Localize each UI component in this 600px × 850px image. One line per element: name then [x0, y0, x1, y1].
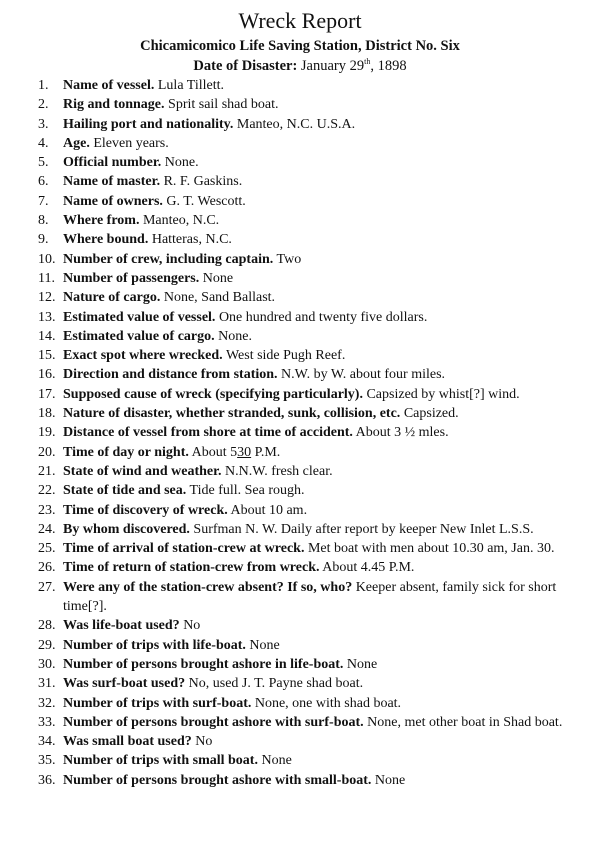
item-number: 1. [38, 78, 49, 93]
report-item [38, 520, 578, 539]
item-question: By whom discovered. [63, 521, 190, 537]
item-number: 20. [38, 444, 56, 460]
report-item [38, 481, 578, 500]
report-item [38, 694, 578, 713]
report-item [38, 76, 578, 95]
item-answer: Surfman N. W. Daily after report by keeper New Inlet L.S.S. [193, 521, 534, 537]
item-question: Estimated value of cargo. [63, 328, 215, 344]
report-item [38, 172, 578, 191]
item-question: Time of discovery of wreck. [63, 502, 228, 518]
item-answer: No [195, 734, 213, 750]
report-item [38, 751, 578, 770]
item-answer: Eleven years. [93, 135, 169, 151]
item-number: 4. [38, 135, 49, 151]
date-suffix: th [364, 57, 371, 66]
item-number: 33. [38, 714, 56, 730]
item-answer: About 4.45 P.M. [322, 560, 415, 576]
item-answer: About 10 am. [230, 502, 308, 518]
item-question: Was small boat used? [63, 734, 192, 750]
item-answer: None, Sand Ballast. [163, 290, 276, 306]
report-item [38, 501, 578, 520]
item-answer: No [183, 618, 201, 634]
report-item [38, 578, 578, 617]
item-number: 31. [38, 676, 56, 692]
date-label: Date of Disaster: [193, 58, 298, 74]
item-answer: Manteo, N.C. [142, 213, 220, 229]
item-question: Time of return of station-crew from wreck. [63, 560, 320, 576]
item-answer: Manteo, N.C. U.S.A. [236, 116, 356, 132]
item-answer: None, met other boat in Shad boat. [367, 714, 563, 730]
report-item [38, 308, 578, 327]
date-year: , 1898 [370, 58, 407, 74]
item-question: Supposed cause of wreck (specifying particularly). [63, 386, 363, 402]
report-item [38, 732, 578, 751]
item-question: Number of trips with life-boat. [63, 637, 246, 653]
item-number: 32. [38, 695, 56, 711]
item-number: 24. [38, 521, 56, 537]
item-question: Number of passengers. [63, 270, 200, 286]
item-answer: Two [276, 251, 302, 267]
item-number: 15. [38, 348, 56, 364]
item-answer: None [202, 270, 234, 286]
item-number: 29. [38, 637, 56, 653]
report-item [38, 404, 578, 423]
item-number: 23. [38, 502, 56, 518]
item-number: 35. [38, 753, 56, 769]
item-question: Distance of vessel from shore at time of accident. [63, 425, 353, 441]
report-item [38, 443, 578, 462]
item-answer: About 5 [191, 444, 238, 460]
item-question: Nature of disaster, whether stranded, sunk, collision, etc. [63, 406, 401, 422]
item-question: State of tide and sea. [63, 483, 187, 499]
item-answer: No, used J. T. Payne shad boat. [188, 676, 364, 692]
item-number: 36. [38, 772, 56, 788]
item-number: 22. [38, 483, 56, 499]
report-item [38, 616, 578, 635]
item-answer: Capsized. [403, 406, 459, 422]
item-number: 13. [38, 309, 56, 325]
item-question: Where bound. [63, 232, 149, 248]
item-number: 27. [38, 579, 56, 595]
report-item [38, 558, 578, 577]
report-item [38, 115, 578, 134]
item-question: Estimated value of vessel. [63, 309, 216, 325]
report-item [38, 423, 578, 442]
item-question: Age. [63, 135, 90, 151]
item-number: 11. [38, 270, 55, 286]
item-question: Rig and tonnage. [63, 97, 165, 113]
report-item [38, 462, 578, 481]
report-item [38, 153, 578, 172]
item-answer: G. T. Wescott. [166, 193, 246, 209]
item-number: 7. [38, 193, 49, 209]
report-item [38, 192, 578, 211]
item-answer: N.W. by W. about four miles. [281, 367, 446, 383]
item-answer-underlined: 30 [237, 444, 252, 460]
item-question: Name of vessel. [63, 78, 155, 93]
item-answer: Lula Tillett. [157, 78, 224, 93]
item-answer: None [346, 656, 378, 672]
item-question: Direction and distance from station. [63, 367, 278, 383]
item-question: Number of persons brought ashore with surf-boat. [63, 714, 364, 730]
item-answer: N.N.W. fresh clear. [225, 463, 333, 479]
item-question: Time of day or night. [63, 444, 189, 460]
item-number: 6. [38, 174, 49, 190]
item-question: Number of crew, including captain. [63, 251, 274, 267]
item-number: 34. [38, 734, 56, 750]
item-number: 25. [38, 541, 56, 557]
item-answer: Met boat with men about 10.30 am, Jan. 30. [307, 541, 555, 557]
report-item [38, 346, 578, 365]
report-item [38, 539, 578, 558]
item-number: 28. [38, 618, 56, 634]
item-number: 2. [38, 97, 49, 113]
item-answer: Keeper absent, family sick for short time[?]. [63, 579, 557, 615]
item-number: 21. [38, 463, 56, 479]
item-number: 17. [38, 386, 56, 402]
item-answer: Capsized by whist[?] wind. [366, 386, 520, 402]
item-answer: None [249, 637, 280, 653]
item-question: Name of owners. [63, 193, 163, 209]
item-answer: None [374, 772, 406, 788]
station-heading: Chicamicomico Life Saving Station, District No. Six [140, 38, 460, 54]
report-item [38, 636, 578, 655]
item-answer: None [261, 753, 292, 769]
report-item [38, 230, 578, 249]
item-number: 8. [38, 213, 49, 229]
item-question: Where from. [63, 213, 140, 229]
report-item [38, 327, 578, 346]
item-number: 12. [38, 290, 56, 306]
item-answer: None. [218, 328, 252, 344]
report-item [38, 771, 578, 790]
item-number: 30. [38, 656, 56, 672]
item-question: Hailing port and nationality. [63, 116, 234, 132]
item-question: Exact spot where wrecked. [63, 348, 223, 364]
report-item [38, 250, 578, 269]
report-item [38, 674, 578, 693]
report-item [38, 95, 578, 114]
item-answer: One hundred and twenty five dollars. [218, 309, 428, 325]
item-answer: Sprit sail shad boat. [168, 97, 279, 113]
item-number: 26. [38, 560, 56, 576]
item-number: 14. [38, 328, 56, 344]
date-of-disaster [0, 57, 600, 75]
report-item [38, 713, 578, 732]
item-question: Number of persons brought ashore in life-boat. [63, 656, 344, 672]
item-number: 19. [38, 425, 56, 441]
item-number: 10. [38, 251, 56, 267]
item-question: Was life-boat used? [63, 618, 180, 634]
item-question: Number of trips with small boat. [63, 753, 258, 769]
date-month-day: January 29 [300, 58, 365, 74]
report-item [38, 655, 578, 674]
item-answer-suffix: P.M. [251, 444, 281, 460]
report-title: Wreck Report [238, 8, 362, 33]
item-answer: Hatteras, N.C. [151, 232, 232, 248]
report-item [38, 288, 578, 307]
item-question: Official number. [63, 155, 162, 171]
item-number: 18. [38, 406, 56, 422]
item-answer: Tide full. Sea rough. [189, 483, 305, 499]
item-question: Nature of cargo. [63, 290, 161, 306]
item-answer: R. F. Gaskins. [163, 174, 243, 190]
item-answer: West side Pugh Reef. [225, 348, 346, 364]
report-item [38, 134, 578, 153]
item-answer: None, one with shad boat. [254, 695, 402, 711]
item-answer: None. [164, 155, 199, 171]
report-item [38, 385, 578, 404]
item-number: 5. [38, 155, 49, 171]
report-item [38, 269, 578, 288]
item-number: 16. [38, 367, 56, 383]
report-items-list [38, 76, 578, 790]
item-answer: About 3 ½ mles. [355, 425, 449, 441]
item-question: Number of trips with surf-boat. [63, 695, 252, 711]
item-question: Were any of the station-crew absent? If so, who? [63, 579, 353, 595]
item-question: Name of master. [63, 174, 161, 190]
item-question: Number of persons brought ashore with small-boat. [63, 772, 372, 788]
report-item [38, 211, 578, 230]
item-number: 9. [38, 232, 49, 248]
item-number: 3. [38, 116, 49, 132]
item-question: Time of arrival of station-crew at wreck. [63, 541, 305, 557]
report-item [38, 365, 578, 384]
item-question: Was surf-boat used? [63, 676, 186, 692]
item-question: State of wind and weather. [63, 463, 222, 479]
